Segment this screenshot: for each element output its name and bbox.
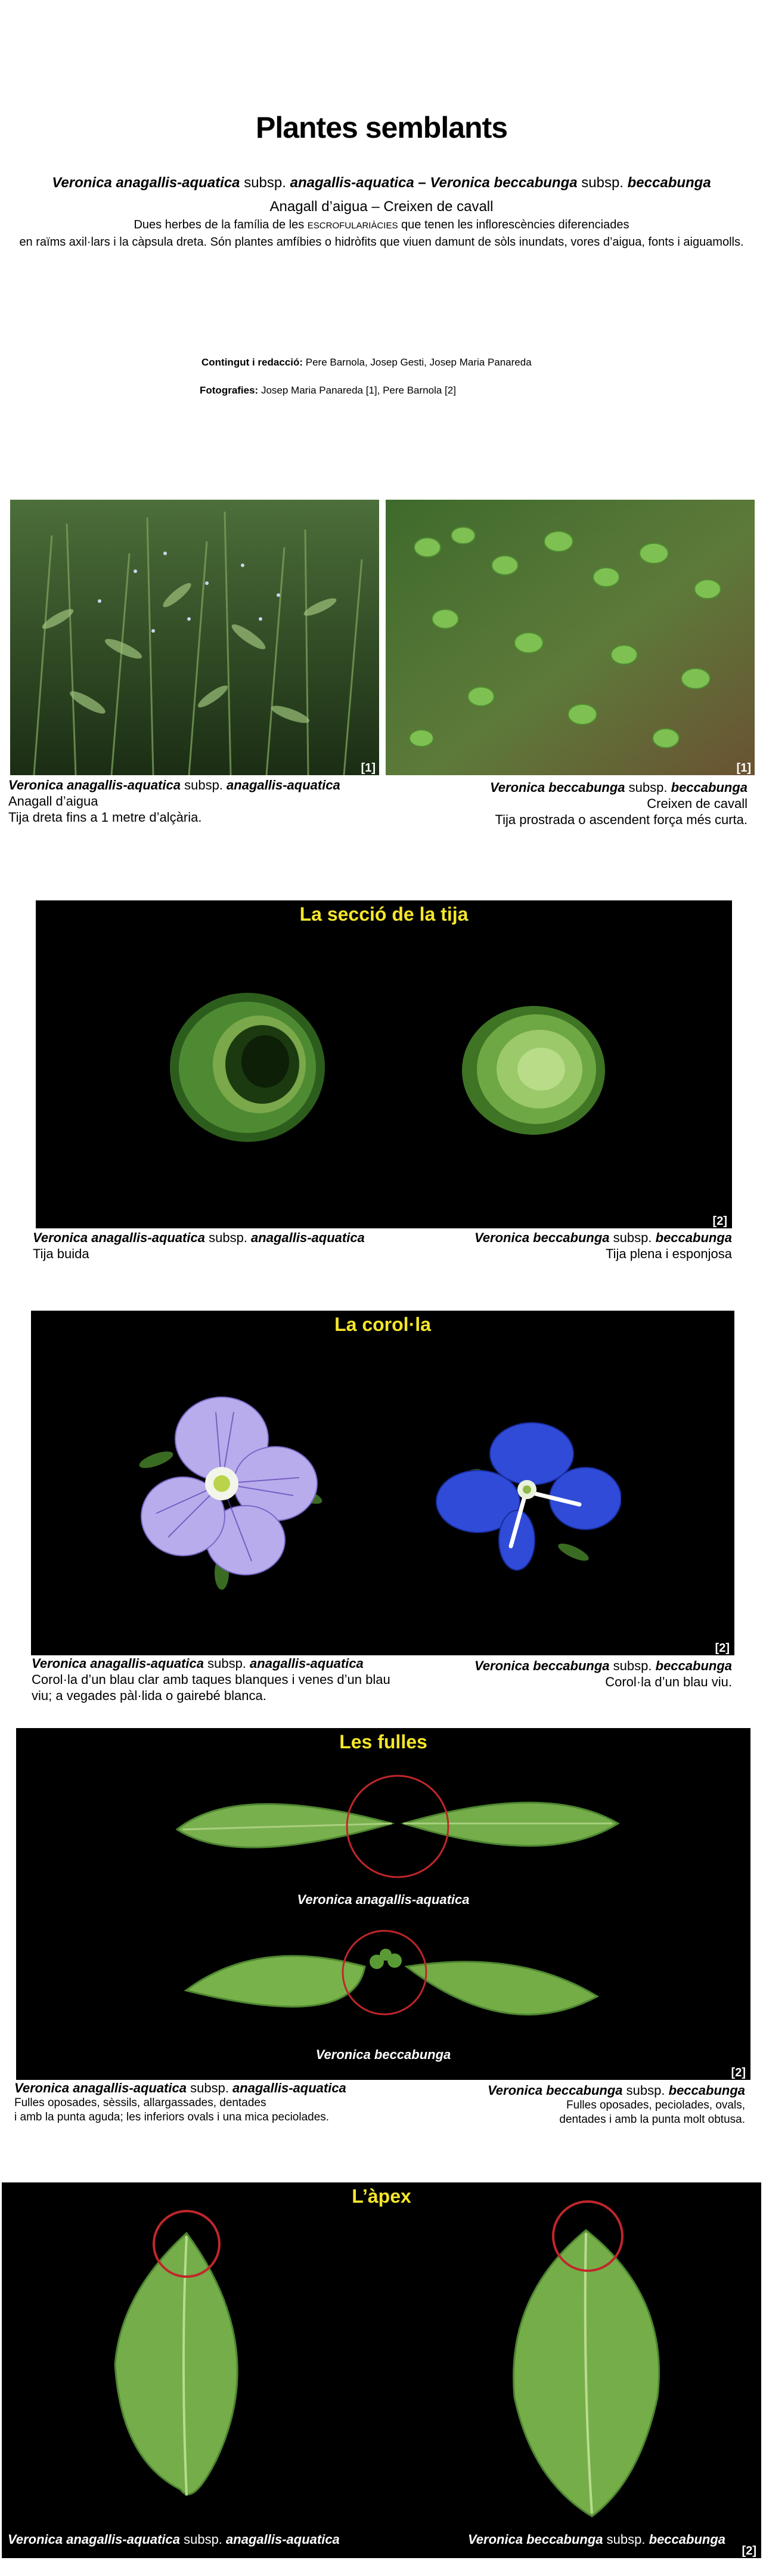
habit-b-common: Creixen de cavall (647, 796, 748, 811)
apex-a-name: Veronica anagallis-aquatica (8, 2532, 180, 2547)
habit-a-name: Veronica anagallis-aquatica (8, 778, 181, 792)
desc1-post: que tenen les inflorescències diferenciades (401, 218, 629, 231)
species-a-subsp: subsp. (244, 175, 286, 191)
apex-a-subsp: subsp. (184, 2532, 222, 2547)
stem-b-epithet: beccabunga (655, 1230, 732, 1245)
stem-b-name: Veronica beccabunga (474, 1230, 610, 1245)
leaves-b-desc-1: Fulles oposades, peciolades, ovals, (566, 2099, 745, 2111)
apex-leaf-anagallis (97, 2209, 276, 2525)
apex-b-name: Veronica beccabunga (467, 2532, 603, 2547)
habit-a-desc: Tija dreta fins a 1 metre d’alçària. (8, 810, 202, 825)
apex-leaf-beccabunga (491, 2200, 681, 2534)
habit-b-subsp: subsp. (628, 780, 668, 795)
common-name-a: Anagall d’aigua (269, 199, 368, 215)
leaves-a-desc-2: i amb la punta aguda; les inferiors ovals i una mica peciolades. (14, 2111, 330, 2123)
stem-panel (36, 900, 732, 1228)
desc1-pre: Dues herbes de la família de les (134, 218, 305, 231)
leaves-anagallis-pair (165, 1764, 630, 1901)
habit-photo-anagallis-art (10, 500, 379, 775)
stem-caption-b (362, 1230, 732, 1262)
apex-credit: [2] (742, 2544, 756, 2558)
corolla-a-subsp: subsp. (207, 1656, 246, 1671)
leaves-a-subsp: subsp. (190, 2080, 229, 2095)
photo-credit (200, 385, 456, 397)
stem-a-subsp: subsp. (209, 1230, 247, 1245)
leaves-b-desc-2: dentades i amb la punta molt obtusa. (559, 2113, 745, 2126)
description-line-2: en raïms axil·lars i la càpsula dreta. Són plantes amfíbies o hidròfits que viuen damunt de sòls inundats, vores d’aigua, fonts i aiguamolls. (19, 236, 744, 249)
stem-b-subsp: subsp. (613, 1230, 652, 1245)
common-name-b: Creixen de cavall (383, 199, 494, 215)
stem-caption-a (33, 1230, 402, 1262)
apex-caption-a (8, 2531, 340, 2547)
corolla-b-epithet: beccabunga (655, 1658, 732, 1673)
leaves-panel-title: Les fulles (339, 1731, 427, 1753)
corolla-panel-title: La corol·la (334, 1314, 431, 1335)
description-line-1 (0, 218, 763, 232)
corolla-a-name: Veronica anagallis-aquatica (32, 1656, 204, 1671)
apex-caption-b (468, 2531, 725, 2547)
species-line (0, 175, 763, 191)
apex-a-epithet: anagallis-aquatica (226, 2532, 340, 2547)
corolla-a-epithet: anagallis-aquatica (250, 1656, 364, 1671)
habit-credit-a: [1] (361, 761, 376, 775)
species-a-genus: Veronica anagallis-aquatica (52, 175, 240, 191)
habit-caption-b (378, 779, 748, 828)
corolla-caption-a (32, 1655, 401, 1704)
apex-b-subsp: subsp. (606, 2532, 646, 2547)
habit-a-subsp: subsp. (184, 778, 223, 792)
habit-a-epithet: anagallis-aquatica (227, 778, 340, 792)
species-b-genus: Veronica beccabunga (430, 175, 578, 191)
stem-section-anagallis (155, 978, 340, 1151)
desc1-family: ESCROFULARIÀCIES (307, 221, 398, 231)
leaves-caption-b (364, 2082, 745, 2127)
corolla-beccabunga-flower (424, 1421, 621, 1588)
habit-b-epithet: beccabunga (671, 780, 748, 795)
common-separator: – (371, 199, 380, 215)
content-credit (201, 357, 532, 369)
stem-section-beccabunga (453, 993, 614, 1148)
photo-credit-value: Josep Maria Panareda [1], Pere Barnola [2] (260, 385, 456, 396)
apex-panel-title: L’àpex (352, 2185, 411, 2207)
leaves-beccabunga-pair (174, 1925, 609, 2044)
stem-b-desc: Tija plena i esponjosa (606, 1246, 732, 1261)
leaves-label-anagallis: Veronica anagallis-aquatica (297, 1892, 470, 1907)
page-title: Plantes semblants (255, 111, 508, 144)
content-credit-value: Pere Barnola, Josep Gesti, Josep Maria Panareda (305, 357, 532, 368)
stem-a-desc: Tija buida (33, 1246, 89, 1261)
corolla-credit: [2] (715, 1642, 730, 1655)
corolla-panel (31, 1311, 734, 1655)
leaves-label-beccabunga: Veronica beccabunga (315, 2047, 451, 2062)
leaves-b-name: Veronica beccabunga (487, 2083, 623, 2098)
content-credit-label: Contingut i redacció: (201, 357, 303, 368)
apex-panel (2, 2182, 761, 2558)
common-names-line (0, 199, 763, 215)
habit-photo-beccabunga (386, 500, 755, 775)
stem-a-name: Veronica anagallis-aquatica (33, 1230, 205, 1245)
habit-b-name: Veronica beccabunga (489, 780, 625, 795)
corolla-a-desc: Corol·la d’un blau clar amb taques blanques i venes d’un blau viu; a vegades pàl·lida o gairebé blanca. (32, 1672, 390, 1703)
stem-panel-title: La secció de la tija (299, 903, 469, 925)
habit-photo-beccabunga-art (386, 500, 755, 775)
habit-caption-a (8, 777, 378, 825)
leaves-b-subsp: subsp. (626, 2083, 665, 2098)
leaves-panel (16, 1728, 750, 2080)
leaves-a-epithet: anagallis-aquatica (232, 2080, 346, 2095)
species-a-epithet: anagallis-aquatica (290, 175, 414, 191)
habit-b-desc: Tija prostrada o ascendent força més curta. (495, 812, 748, 827)
photo-credit-label: Fotografies: (200, 385, 259, 396)
habit-credit-b: [1] (736, 761, 751, 775)
corolla-caption-b (362, 1658, 732, 1690)
leaves-caption-a (14, 2080, 396, 2125)
corolla-b-name: Veronica beccabunga (474, 1658, 610, 1673)
apex-b-epithet: beccabunga (649, 2532, 725, 2547)
leaves-b-epithet: beccabunga (668, 2083, 745, 2098)
habit-photo-anagallis (10, 500, 379, 775)
habit-a-common: Anagall d’aigua (8, 794, 98, 809)
leaves-credit: [2] (731, 2066, 746, 2079)
stem-credit: [2] (712, 1215, 727, 1228)
species-separator: – (418, 175, 426, 191)
corolla-b-subsp: subsp. (613, 1658, 652, 1673)
corolla-anagallis-flower (132, 1394, 329, 1591)
leaves-a-desc-1: Fulles oposades, sèssils, allargassades, dentades (14, 2097, 266, 2109)
leaves-a-name: Veronica anagallis-aquatica (14, 2080, 187, 2095)
species-b-epithet: beccabunga (627, 175, 711, 191)
species-b-subsp: subsp. (581, 175, 624, 191)
corolla-b-desc: Corol·la d’un blau viu. (605, 1674, 732, 1689)
stem-a-epithet: anagallis-aquatica (251, 1230, 365, 1245)
